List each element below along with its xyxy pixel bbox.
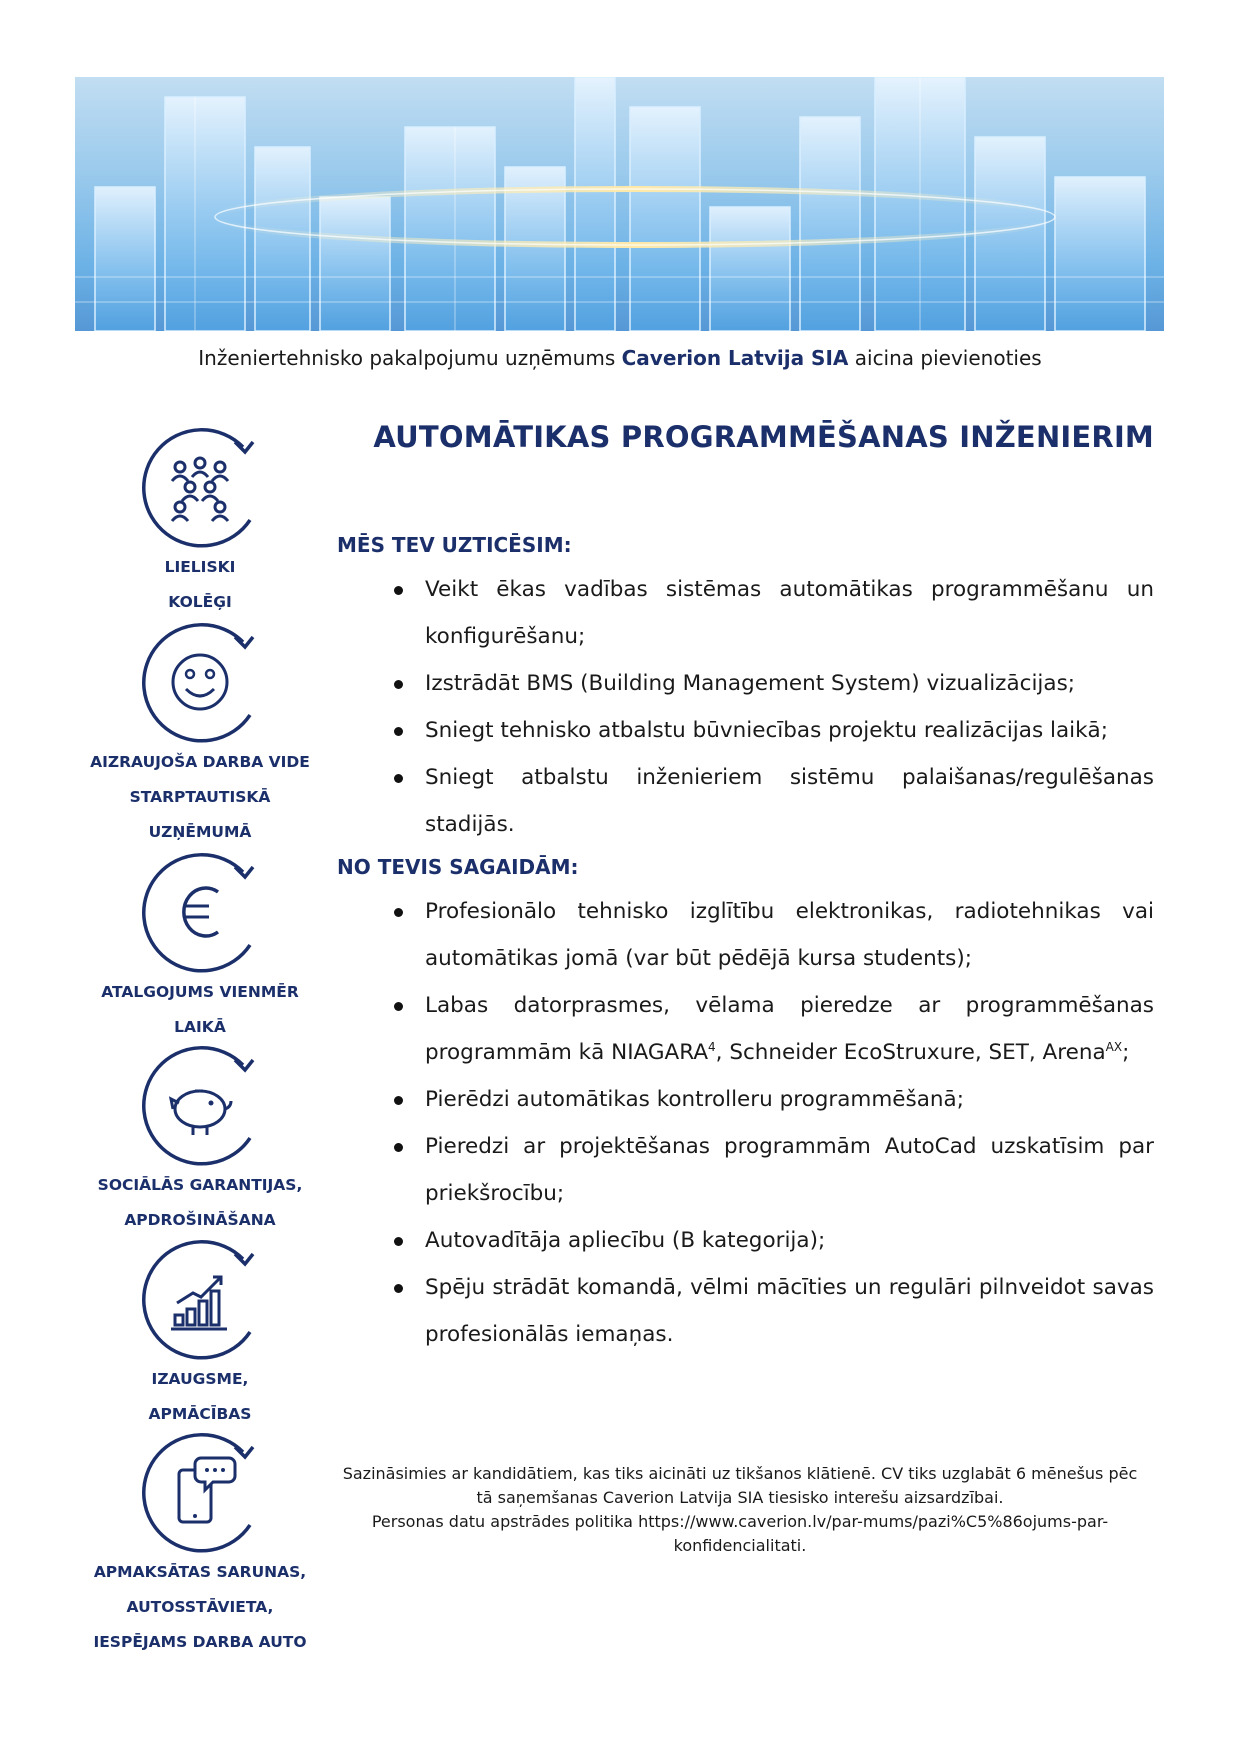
benefit-label-line: STARPTAUTISKĀ [129, 788, 271, 806]
growth-chart-icon [135, 1237, 265, 1362]
privacy-note [340, 1462, 1140, 1558]
responsibilities-heading: MĒS TEV UZTICĒSIM: [337, 533, 572, 557]
bullet-icon [394, 586, 403, 595]
privacy-note-line1: Sazināsimies ar kandidātiem, kas tiks aicināti uz tikšanos klātienē. CV tiks uzglabāt 6 mēnešus pēc tā saņemšanas Caverion Latvija SIA tiesisko interešu aizsardzībai. [342, 1464, 1138, 1507]
list-item: Spēju strādāt komandā, vēlmi mācīties un regulāri pilnveidot savas profesionālās iemaņas. [390, 1264, 1154, 1358]
benefit-label-line: APMĀCĪBAS [148, 1405, 252, 1423]
requirements-heading: NO TEVIS SAGAIDĀM: [337, 855, 579, 879]
benefit-label-line: KOLĒĢI [168, 593, 232, 611]
list-item: Pierēdzi automātikas kontrolleru programmēšanā; [390, 1076, 1154, 1123]
intro-line [0, 346, 1240, 370]
bullet-icon [394, 774, 403, 783]
benefit-salary [60, 850, 340, 1045]
benefit-environment [60, 620, 340, 850]
job-title: AUTOMĀTIKAS PROGRAMMĒŠANAS INŽENIERIM [373, 420, 1154, 454]
piggy-bank-icon [135, 1043, 265, 1168]
bullet-icon [394, 727, 403, 736]
list-item: Izstrādāt BMS (Building Management System) vizualizācijas; [390, 660, 1154, 707]
bullet-icon [394, 1284, 403, 1293]
benefit-label-line: LAIKĀ [174, 1018, 226, 1036]
benefit-colleagues [60, 425, 340, 620]
benefit-label-line: AUTOSSTĀVIETA, [126, 1598, 274, 1616]
header-banner-image [75, 77, 1164, 331]
list-item: Labas datorprasmes, vēlama pieredze ar programmēšanas programmām kā NIAGARA$^4$, Schneider EcoStruxure, SET, Arena$^{AX}$; [390, 982, 1154, 1076]
benefit-label-line: IESPĒJAMS DARBA AUTO [93, 1633, 307, 1651]
list-item: Profesionālo tehnisko izglītību elektronikas, radiotehnikas vai automātikas jomā (var būt pēdējā kursa students); [390, 888, 1154, 982]
bullet-icon [394, 1237, 403, 1246]
benefit-social [60, 1043, 340, 1238]
euro-icon [135, 850, 265, 975]
benefit-growth [60, 1237, 340, 1432]
list-item: Veikt ēkas vadības sistēmas automātikas programmēšanu un konfigurēšanu; [390, 566, 1154, 660]
bullet-icon [394, 1096, 403, 1105]
bullet-icon [394, 908, 403, 917]
intro-prefix: Inženiertehnisko pakalpojumu uzņēmums [198, 346, 616, 370]
privacy-note-line2: Personas datu apstrādes politika https://www.caverion.lv/par-mums/pazi%C5%86ojums-par-konfidencialitati. [371, 1512, 1109, 1555]
banner-city-illustration [75, 77, 1164, 331]
benefit-label-line: UZŅĒMUMĀ [148, 823, 252, 841]
bullet-icon [394, 680, 403, 689]
bullet-icon [394, 1143, 403, 1152]
phone-chat-icon [135, 1430, 265, 1555]
benefit-label-line: APMAKSĀTAS SARUNAS, [93, 1563, 307, 1581]
people-icon [135, 425, 265, 550]
benefit-label-line: APDROŠINĀŠANA [124, 1211, 276, 1229]
list-item: Sniegt atbalstu inženieriem sistēmu palaišanas/regulēšanas stadijās. [390, 754, 1154, 848]
benefit-label-line: LIELISKI [164, 558, 236, 576]
company-name: Caverion Latvija SIA [621, 346, 849, 370]
list-item: Autovadītāja apliecību (B kategorija); [390, 1217, 1154, 1264]
smiley-icon [135, 620, 265, 745]
benefit-label-line: AIZRAUJOŠA DARBA VIDE [90, 753, 310, 771]
bullet-icon [394, 1002, 403, 1011]
benefit-label-line: SOCIĀLĀS GARANTIJAS, [97, 1176, 303, 1194]
list-item: Pieredzi ar projektēšanas programmām AutoCad uzskatīsim par priekšrocību; [390, 1123, 1154, 1217]
intro-suffix: aicina pievienoties [854, 346, 1042, 370]
benefit-perks [60, 1430, 340, 1660]
responsibilities-list [390, 566, 1154, 848]
requirements-list [390, 888, 1154, 1358]
list-item: Sniegt tehnisko atbalstu būvniecības projektu realizācijas laikā; [390, 707, 1154, 754]
benefit-label-line: ATALGOJUMS VIENMĒR [101, 983, 299, 1001]
benefit-label-line: IZAUGSME, [151, 1370, 249, 1388]
